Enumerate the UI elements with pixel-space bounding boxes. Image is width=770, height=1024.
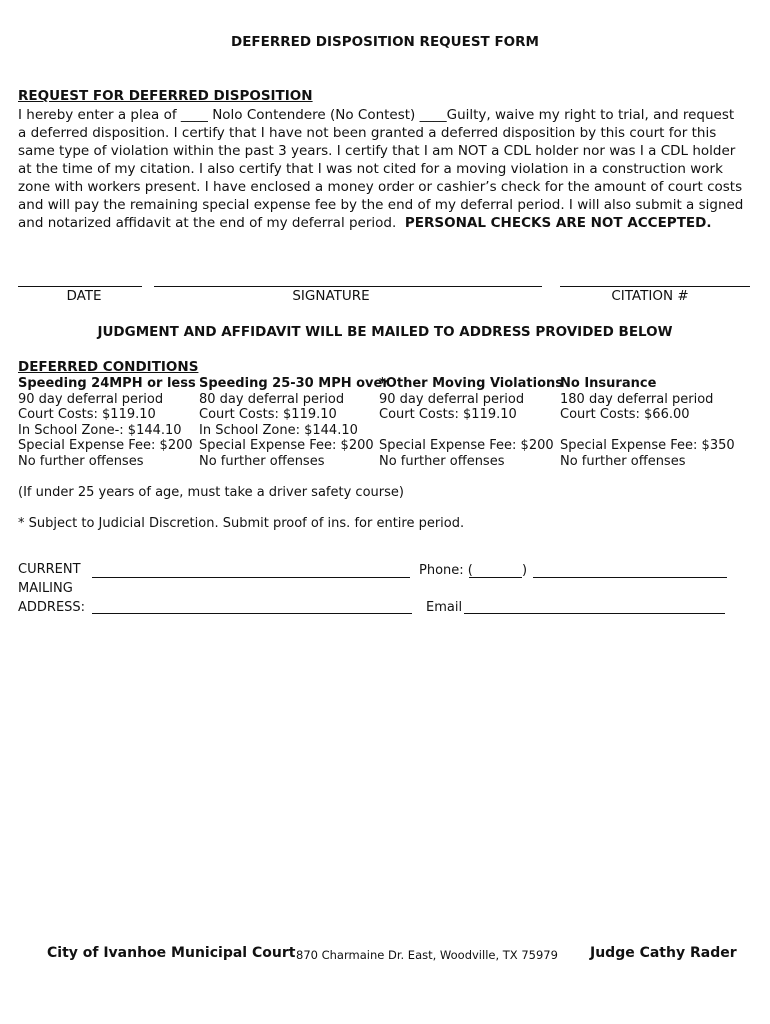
- request-line-text: and notarized affidavit at the end of my deferral period.: [18, 215, 397, 231]
- conditions-heading: DEFERRED CONDITIONS: [18, 359, 199, 375]
- condition-line: [560, 423, 735, 439]
- condition-column-speeding-24: [18, 376, 196, 469]
- citation-line[interactable]: [560, 286, 750, 287]
- condition-line: Special Expense Fee: $200: [379, 438, 554, 453]
- condition-line: Special Expense Fee: $200: [199, 438, 374, 453]
- phone-paren-close: ): [522, 563, 528, 578]
- condition-column-no-insurance: [560, 376, 735, 469]
- judicial-note: * Subject to Judicial Discretion. Submit proof of ins. for entire period.: [18, 516, 465, 531]
- condition-column-speeding-25-30: [199, 376, 389, 469]
- phone-number-field[interactable]: [533, 577, 727, 578]
- condition-title: Speeding 24MPH or less: [18, 376, 196, 391]
- signature-line[interactable]: [154, 286, 542, 287]
- condition-line: Court Costs: $119.10: [18, 407, 156, 422]
- date-line[interactable]: [18, 286, 142, 287]
- email-label: Email: [426, 600, 463, 615]
- request-line-last: [18, 214, 758, 232]
- condition-line: No further offenses: [560, 453, 686, 469]
- email-field[interactable]: [464, 613, 725, 614]
- condition-line: 90 day deferral period: [379, 391, 525, 407]
- address-line-2[interactable]: [92, 613, 412, 614]
- condition-line: Court Costs: $119.10: [379, 407, 517, 422]
- condition-line: Special Expense Fee: $350: [560, 438, 735, 453]
- condition-line: Court Costs: $119.10: [199, 407, 337, 422]
- request-line: I hereby enter a plea of ____ Nolo Contendere (No Contest) ____Guilty, waive my right to trial, and request: [18, 107, 735, 123]
- address-line-1[interactable]: [92, 577, 410, 578]
- judge-name: Judge Cathy Rader: [590, 945, 737, 961]
- condition-title: *Other Moving Violations: [379, 376, 563, 391]
- phone-area-code-field[interactable]: [469, 577, 522, 578]
- request-heading: REQUEST FOR DEFERRED DISPOSITION: [18, 88, 313, 104]
- condition-line: No further offenses: [199, 453, 325, 469]
- request-paragraph: [18, 106, 758, 232]
- request-line: and will pay the remaining special expense fee by the end of my deferral period. I will also submit a signed: [18, 197, 744, 213]
- condition-line: Court Costs: $66.00: [560, 407, 690, 422]
- age-note: (If under 25 years of age, must take a driver safety course): [18, 485, 404, 500]
- date-label: DATE: [66, 288, 102, 304]
- condition-line: In School Zone-: $144.10: [18, 422, 182, 438]
- request-line: same type of violation within the past 3 years. I certify that I am NOT a CDL holder nor was I a CDL holder: [18, 143, 736, 159]
- condition-line: 180 day deferral period: [560, 391, 714, 407]
- condition-line: 90 day deferral period: [18, 391, 164, 407]
- court-name: City of Ivanhoe Municipal Court: [47, 945, 296, 961]
- address-label: MAILING: [18, 581, 73, 596]
- form-title: DEFERRED DISPOSITION REQUEST FORM: [230, 34, 539, 50]
- condition-title: Speeding 25-30 MPH over: [199, 376, 389, 391]
- condition-line: No further offenses: [18, 453, 144, 469]
- condition-line: Special Expense Fee: $200: [18, 438, 193, 453]
- citation-label: CITATION #: [611, 288, 689, 304]
- mail-notice: JUDGMENT AND AFFIDAVIT WILL BE MAILED TO ADDRESS PROVIDED BELOW: [97, 324, 673, 340]
- request-line: at the time of my citation. I also certify that I was not cited for a moving violation in a construction work: [18, 161, 723, 177]
- personal-checks-notice: PERSONAL CHECKS ARE NOT ACCEPTED.: [404, 215, 712, 231]
- condition-line: 80 day deferral period: [199, 391, 345, 407]
- phone-label: Phone: (: [419, 563, 473, 578]
- condition-line: No further offenses: [379, 453, 505, 469]
- condition-line: [379, 423, 563, 439]
- signature-label: SIGNATURE: [292, 288, 370, 304]
- condition-title: No Insurance: [560, 376, 657, 391]
- address-label: CURRENT: [18, 562, 81, 577]
- request-line: zone with workers present. I have enclosed a money order or cashier’s check for the amount of court costs: [18, 179, 743, 195]
- request-line: a deferred disposition. I certify that I have not been granted a deferred disposition by this court for this: [18, 125, 717, 141]
- address-label: ADDRESS:: [18, 600, 86, 615]
- condition-line: In School Zone: $144.10: [199, 422, 358, 438]
- condition-column-other-moving: [379, 376, 563, 469]
- court-address: 870 Charmaine Dr. East, Woodville, TX 75979: [296, 948, 558, 962]
